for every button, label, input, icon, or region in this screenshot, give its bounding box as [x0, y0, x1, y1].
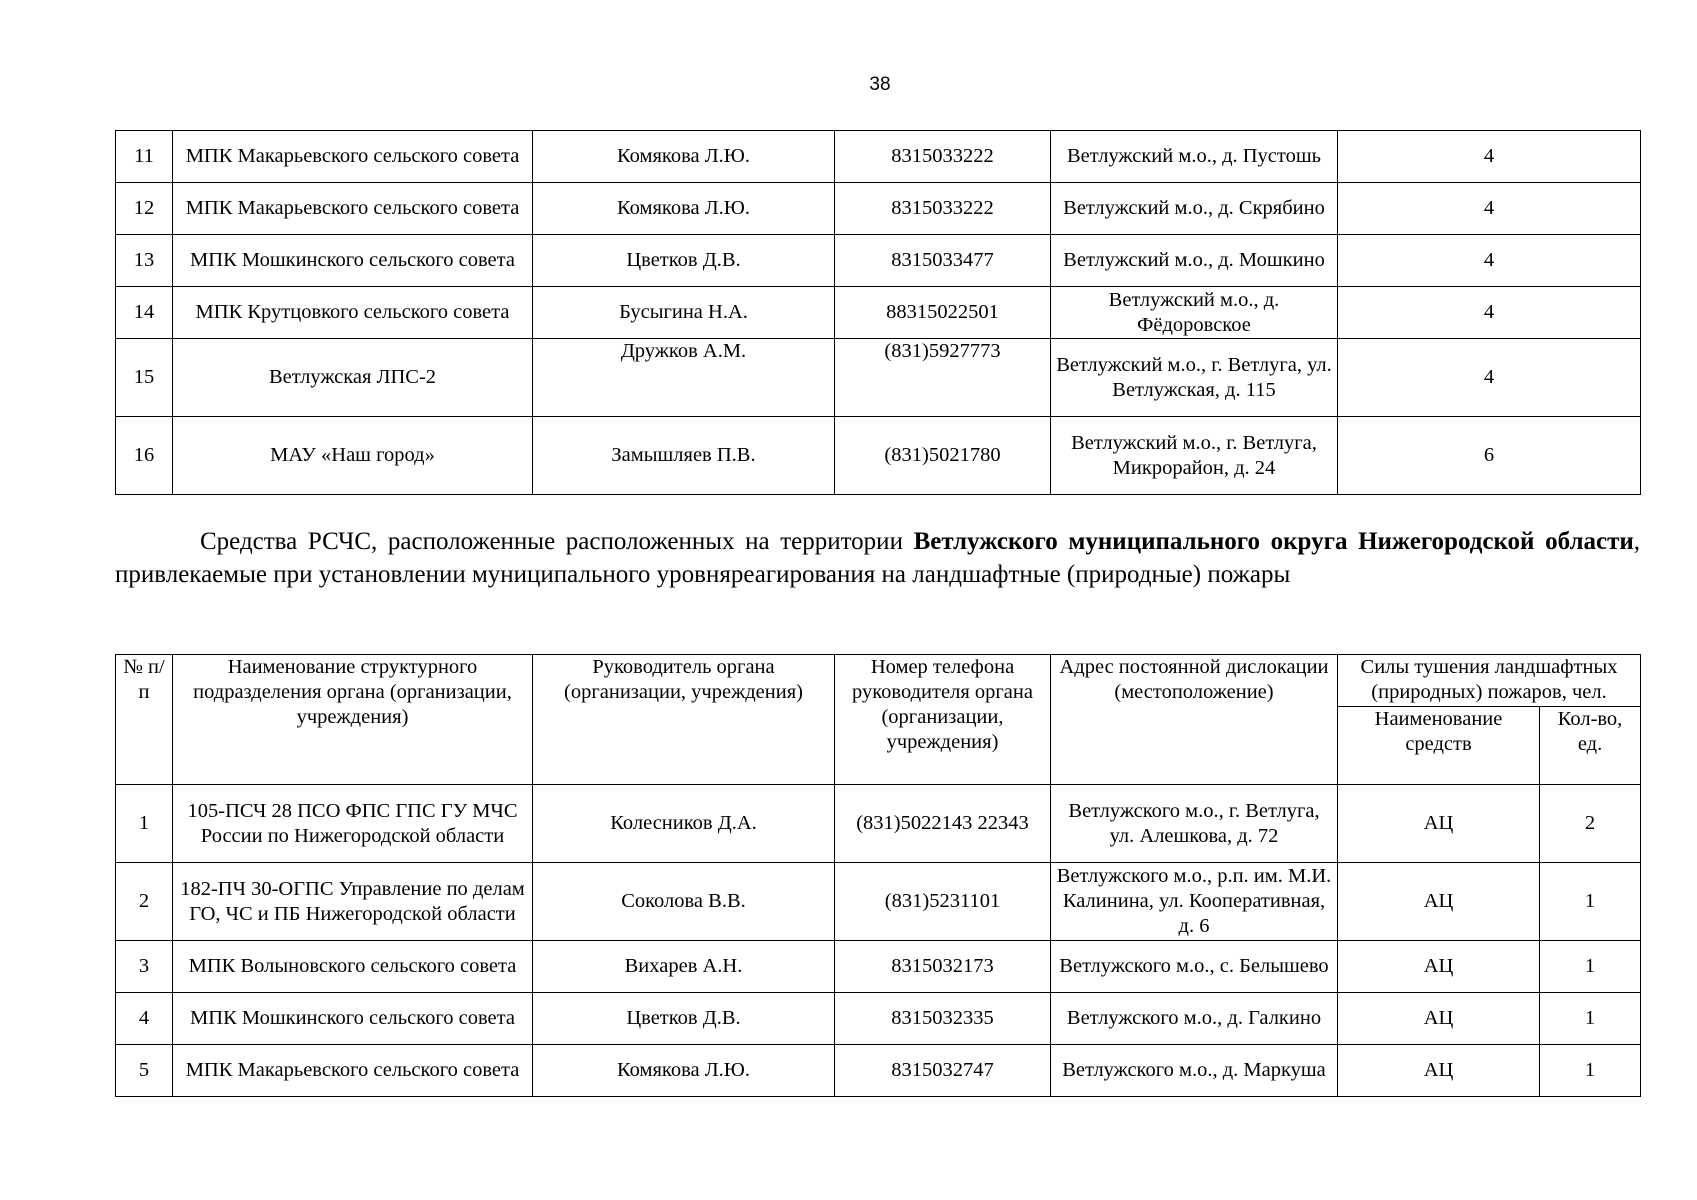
row-number: 5 [116, 1045, 173, 1097]
row-number: 15 [116, 339, 173, 417]
phone-number: 88315022501 [835, 287, 1051, 339]
top-table [115, 130, 1641, 495]
phone-number: 8315033222 [835, 131, 1051, 183]
bottom-table [115, 654, 1641, 1097]
row-number: 14 [116, 287, 173, 339]
address: Ветлужского м.о., д. Галкино [1051, 993, 1338, 1045]
unit-name: МПК Мошкинского сельского совета [173, 235, 533, 287]
phone-number: 8315032747 [835, 1045, 1051, 1097]
address: Ветлужский м.о., д. Фёдоровское [1051, 287, 1338, 339]
means-count: 1 [1540, 941, 1641, 993]
unit-name: МПК Волыновского сельского совета [173, 941, 533, 993]
phone-number: 8315033222 [835, 183, 1051, 235]
unit-name: 182-ПЧ 30-ОГПС Управление по делам ГО, ЧС и ПБ Нижегородской области [173, 863, 533, 941]
head-name: Замышляев П.В. [533, 417, 835, 495]
phone-number: 8315033477 [835, 235, 1051, 287]
table-row [116, 183, 1641, 235]
row-number: 16 [116, 417, 173, 495]
phone-number: (831)5022143 22343 [835, 785, 1051, 863]
table-row [116, 339, 1641, 417]
row-number: 2 [116, 863, 173, 941]
unit-name: МАУ «Наш город» [173, 417, 533, 495]
phone-number: (831)5231101 [835, 863, 1051, 941]
head-name: Комякова Л.Ю. [533, 131, 835, 183]
means-name: АЦ [1338, 863, 1540, 941]
count: 4 [1338, 131, 1641, 183]
paragraph-bold-text: Ветлужского муниципального округа Нижегородской области [913, 528, 1634, 555]
head-name: Комякова Л.Ю. [533, 1045, 835, 1097]
head-name: Соколова В.В. [533, 863, 835, 941]
phone-number: (831)5927773 [835, 339, 1051, 417]
count: 4 [1338, 287, 1641, 339]
count: 6 [1338, 417, 1641, 495]
unit-name: МПК Макарьевского сельского совета [173, 183, 533, 235]
unit-name: МПК Мошкинского сельского совета [173, 993, 533, 1045]
phone-number: 8315032173 [835, 941, 1051, 993]
means-count: 1 [1540, 1045, 1641, 1097]
means-name: АЦ [1338, 941, 1540, 993]
means-count: 1 [1540, 863, 1641, 941]
head-name: Бусыгина Н.А. [533, 287, 835, 339]
means-count: 1 [1540, 993, 1641, 1045]
table-row [116, 417, 1641, 495]
address: Ветлужский м.о., д. Мошкино [1051, 235, 1338, 287]
head-name: Цветков Д.В. [533, 993, 835, 1045]
address: Ветлужского м.о., с. Белышево [1051, 941, 1338, 993]
header-forces: Силы тушения ландшафтных (природных) пожаров, чел. [1338, 655, 1641, 707]
header-unit-name: Наименование структурного подразделения органа (организации, учреждения) [173, 655, 533, 785]
table-row [116, 863, 1641, 941]
unit-name: МПК Крутцовкого сельского совета [173, 287, 533, 339]
count: 4 [1338, 183, 1641, 235]
unit-name: МПК Макарьевского сельского совета [173, 131, 533, 183]
table-row [116, 235, 1641, 287]
unit-name: МПК Макарьевского сельского совета [173, 1045, 533, 1097]
header-row [116, 655, 1641, 707]
table-row [116, 287, 1641, 339]
head-name: Комякова Л.Ю. [533, 183, 835, 235]
head-name: Дружков А.М. [533, 339, 835, 417]
header-means-count: Кол-во, ед. [1540, 707, 1641, 785]
page-number: 38 [869, 74, 891, 95]
table-row [116, 941, 1641, 993]
header-head: Руководитель органа (организации, учреждения) [533, 655, 835, 785]
address: Ветлужского м.о., р.п. им. М.И. Калинина, ул. Кооперативная, д. 6 [1051, 863, 1338, 941]
count: 4 [1338, 235, 1641, 287]
header-num: № п/п [116, 655, 173, 785]
means-name: АЦ [1338, 993, 1540, 1045]
header-address: Адрес постоянной дислокации (местоположение) [1051, 655, 1338, 785]
phone-number: 8315032335 [835, 993, 1051, 1045]
table-row [116, 131, 1641, 183]
count: 4 [1338, 339, 1641, 417]
means-name: АЦ [1338, 785, 1540, 863]
address: Ветлужский м.о., д. Пустошь [1051, 131, 1338, 183]
header-phone: Номер телефона руководителя органа (организации, учреждения) [835, 655, 1051, 785]
head-name: Колесников Д.А. [533, 785, 835, 863]
head-name: Вихарев А.Н. [533, 941, 835, 993]
unit-name: 105-ПСЧ 28 ПСО ФПС ГПС ГУ МЧС России по Нижегородской области [173, 785, 533, 863]
table-row [116, 993, 1641, 1045]
address: Ветлужского м.о., г. Ветлуга, ул. Алешкова, д. 72 [1051, 785, 1338, 863]
means-name: АЦ [1338, 1045, 1540, 1097]
header-means-name: Наименование средств [1338, 707, 1540, 785]
paragraph-text-end: , привлекаемые при установлении муниципального уровняреагирования на ландшафтные (природные) пожары [115, 528, 1641, 588]
paragraph-text: Средства РСЧС, расположенные расположенных на территории [200, 528, 914, 555]
row-number: 11 [116, 131, 173, 183]
address: Ветлужский м.о., г. Ветлуга, Микрорайон, д. 24 [1051, 417, 1338, 495]
address: Ветлужского м.о., д. Маркуша [1051, 1045, 1338, 1097]
row-number: 4 [116, 993, 173, 1045]
address: Ветлужский м.о., г. Ветлуга, ул. Ветлужская, д. 115 [1051, 339, 1338, 417]
table-row [116, 785, 1641, 863]
row-number: 3 [116, 941, 173, 993]
phone-number: (831)5021780 [835, 417, 1051, 495]
address: Ветлужский м.о., д. Скрябино [1051, 183, 1338, 235]
row-number: 13 [116, 235, 173, 287]
row-number: 12 [116, 183, 173, 235]
table-row [116, 1045, 1641, 1097]
section-paragraph [115, 525, 1640, 591]
head-name: Цветков Д.В. [533, 235, 835, 287]
means-count: 2 [1540, 785, 1641, 863]
row-number: 1 [116, 785, 173, 863]
unit-name: Ветлужская ЛПС-2 [173, 339, 533, 417]
